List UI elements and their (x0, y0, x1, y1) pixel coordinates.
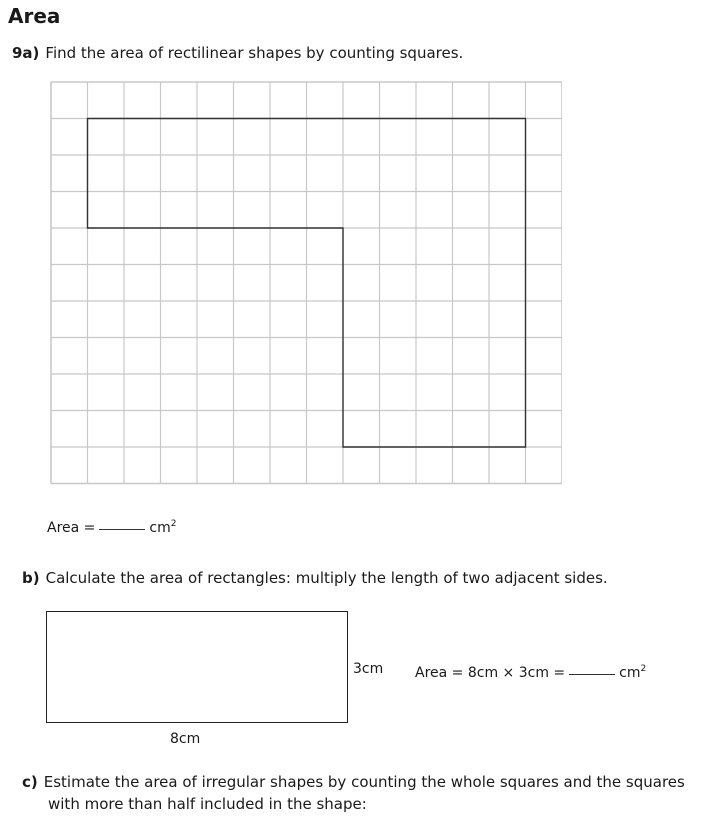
question-text-line2: with more than half included in the shape: (48, 795, 367, 813)
square-grid (50, 81, 562, 501)
rectangle-width-label: 8cm (170, 731, 201, 747)
question-text: Find the area of rectilinear shapes by counting squares. (45, 44, 464, 62)
area-unit-power: 2 (170, 519, 177, 529)
area-label: Area = 8cm × 3cm = (415, 665, 566, 681)
grid-canvas (50, 81, 562, 497)
question-number: c) (22, 773, 38, 791)
page-title: Area (8, 4, 61, 28)
question-text-line1: Estimate the area of irregular shapes by counting the whole squares and the squares (43, 773, 685, 791)
area-answer-9b (415, 664, 646, 681)
question-number: b) (22, 569, 40, 587)
area-unit: cm (149, 520, 171, 536)
rectangle-height-label: 3cm (353, 661, 384, 677)
area-answer-9a (47, 519, 176, 536)
question-9b (22, 567, 608, 589)
question-number: 9a) (12, 44, 40, 62)
question-9a (12, 42, 463, 64)
question-text: Calculate the area of rectangles: multiply the length of two adjacent sides. (45, 569, 608, 587)
area-unit: cm (619, 665, 641, 681)
answer-blank[interactable] (569, 674, 615, 675)
area-label: Area = (47, 520, 96, 536)
rectangle-shape (46, 611, 348, 723)
question-9c (22, 771, 712, 815)
area-unit-power: 2 (640, 664, 647, 674)
answer-blank[interactable] (99, 529, 145, 530)
